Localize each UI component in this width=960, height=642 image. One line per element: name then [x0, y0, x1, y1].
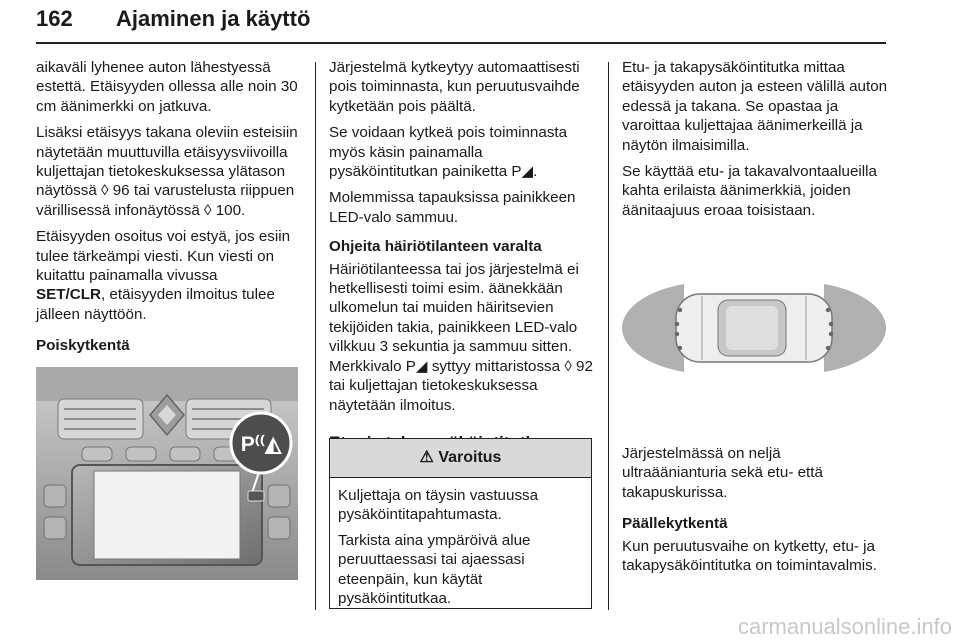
watermark: carmanualsonline.info	[737, 614, 952, 639]
dashboard-button-figure	[36, 367, 298, 580]
paragraph: aikaväli lyhenee auton lähestyessä estettä. Etäisyyden ollessa alle noin 30 cm äänimerkki on jatkuva.	[36, 59, 298, 115]
warning-title: ⚠ Varoitus	[330, 439, 591, 478]
set-clr-label: SET/CLR	[36, 286, 101, 304]
parking-assist-button-icon: P⁽⁽◭	[240, 433, 282, 456]
column-divider-1	[315, 62, 316, 610]
page-number: 162	[36, 6, 73, 31]
paragraph: Se voidaan kytkeä pois toiminnasta myös käsin painamalla pysäköintitutkan painiketta P◢.	[329, 124, 568, 181]
paragraph: Se käyttää etu- ja takavalvontaalueilla kahta erilaista äänimerkkiä, joiden äänitaajuus eroaa toisistaan.	[622, 163, 877, 219]
paragraph: Kuljettaja on täysin vastuussa pysäköintitapahtumasta.	[338, 487, 539, 524]
section-heading-poiskytkenta: Poiskytkentä	[36, 337, 130, 355]
paragraph: Järjestelmässä on neljä ultraäänianturia sekä etu- että takapuskurissa.	[622, 445, 823, 501]
warning-box	[329, 438, 592, 609]
column-2	[329, 58, 593, 452]
paragraph: Etu- ja takapysäköintitutka mittaa etäisyyden auton ja esteen välillä auton edessä ja takana. Se opastaa ja varoittaa kuljettajaa äänimerkeillä ja näytön ilmaisimilla.	[622, 59, 888, 154]
text: Etäisyyden osoitus voi estyä, jos esiin tulee tärkeämpi viesti. Kun viesti on kuitattu painamalla vivussa	[36, 228, 291, 285]
text: , etäisyyden ilmoitus tulee jälleen näyttöön.	[36, 286, 275, 323]
column-3	[622, 58, 888, 227]
page-header	[36, 2, 886, 44]
paragraph: Lisäksi etäisyys takana oleviin esteisiin näytetään muuttuvilla etäisyysviivoilla kuljettajan tietokeskuksessa ylätason näytössä ◊ 96 tai varustelusta riippuen värillisessä infonäytössä ◊ 100.	[36, 124, 298, 219]
column-1	[36, 58, 306, 359]
section-heading-paallekytkenta: Päällekytkentä	[622, 515, 728, 533]
page-title: Ajaminen ja käyttö	[116, 6, 311, 31]
column-3-lower	[622, 444, 888, 582]
paragraph: Häiriötilanteessa tai jos järjestelmä ei hetkellisesti toimi esim. äänekkään ulkomelun tai muiden häiritsevien tekijöiden takia, painikkeen LED-valo vilkkuu 3 sekuntia ja sammuu sitten. Merkkivalo P◢ syttyy mittaristossa ◊ 92 tai kuljettajan tietokeskuksessa näytetään ilmoitus.	[329, 260, 593, 414]
paragraph: Järjestelmä kytkeytyy automaattisesti pois toiminnasta, kun peruutusvaihde kytketään pois päältä.	[329, 59, 580, 115]
section-heading-hairiotilanne: Ohjeita häiriötilanteen varalta	[329, 238, 542, 256]
paragraph: Kun peruutusvaihe on kytketty, etu- ja takapysäköintitutka on toimintavalmis.	[622, 537, 877, 575]
paragraph: Tarkista aina ympäröivä alue peruuttaessasi tai ajaessasi eteenpäin, kun käytät pysäköintitutkaa.	[338, 531, 531, 608]
paragraph	[36, 227, 306, 324]
column-divider-2	[608, 62, 609, 610]
car-sensor-zones-figure	[622, 222, 886, 434]
paragraph: Molemmissa tapauksissa painikkeen LED-valo sammuu.	[329, 189, 576, 226]
warning-body	[330, 478, 591, 608]
